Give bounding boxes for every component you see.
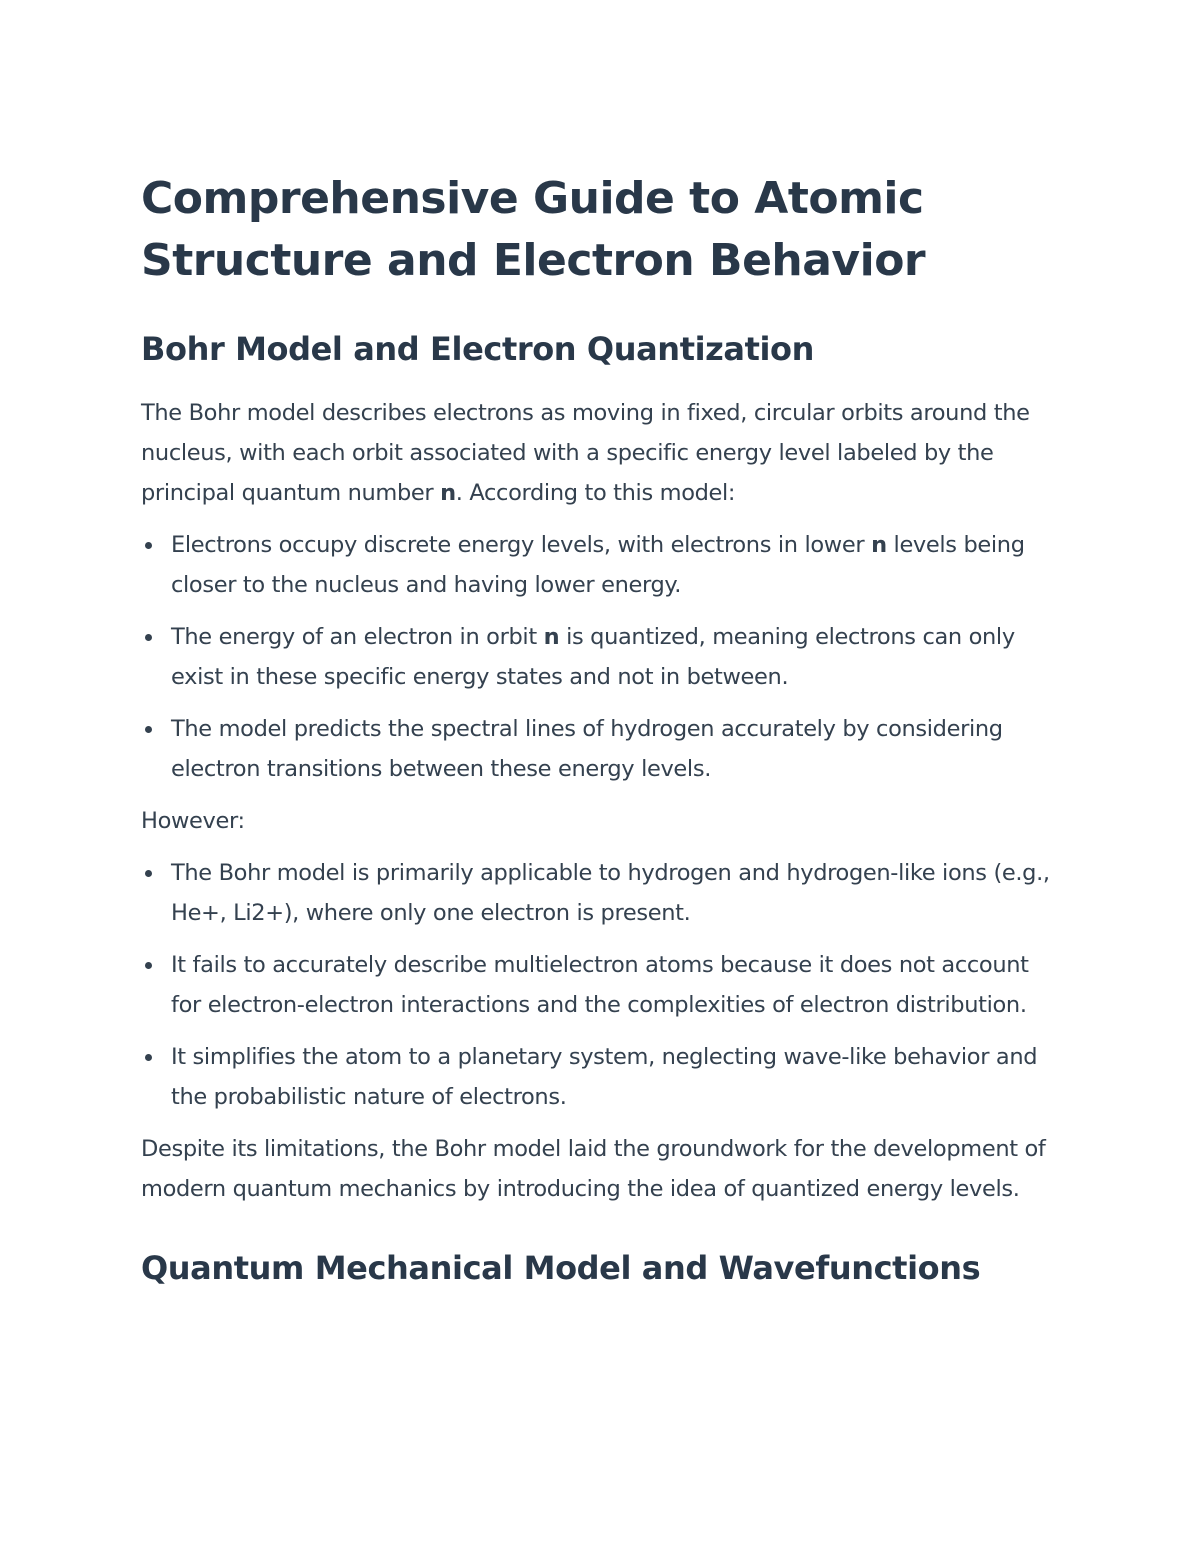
list-item bbox=[141, 945, 1061, 1025]
list-item-text: The energy of an electron in orbit bbox=[171, 624, 544, 650]
bohr-model-points-list bbox=[141, 525, 1061, 789]
list-item-text: is quantized, meaning electrons can only exist in these specific energy states and not in between. bbox=[171, 624, 1015, 690]
list-item-text: The model predicts the spectral lines of hydrogen accurately by considering electron transitions between these energy levels. bbox=[171, 716, 1003, 782]
bullet-icon bbox=[145, 634, 152, 641]
bohr-intro-paragraph bbox=[141, 393, 1061, 513]
however-paragraph: However: bbox=[141, 808, 245, 834]
bullet-icon bbox=[145, 962, 152, 969]
intro-text-after: . According to this model: bbox=[455, 480, 736, 506]
quantum-number-n: n bbox=[871, 532, 887, 558]
list-item bbox=[141, 709, 1061, 789]
list-item bbox=[141, 1037, 1061, 1117]
quantum-number-n: n bbox=[440, 480, 456, 506]
section-heading-bohr-model: Bohr Model and Electron Quantization bbox=[141, 330, 815, 368]
bullet-icon bbox=[145, 542, 152, 549]
conclusion-paragraph: Despite its limitations, the Bohr model laid the groundwork for the development of modern quantum mechanics by introducing the idea of quantized energy levels. bbox=[141, 1136, 1046, 1202]
list-item-text: The Bohr model is primarily applicable to hydrogen and hydrogen-like ions (e.g., He+, Li2+), where only one electron is present. bbox=[171, 860, 1050, 926]
section-heading-quantum-model: Quantum Mechanical Model and Wavefunctions bbox=[141, 1249, 981, 1287]
document-page bbox=[141, 168, 1061, 1289]
document-title: Comprehensive Guide to Atomic Structure and Electron Behavior bbox=[141, 173, 926, 286]
list-item bbox=[141, 617, 1061, 697]
bullet-icon bbox=[145, 726, 152, 733]
quantum-number-n: n bbox=[543, 624, 560, 650]
bullet-icon bbox=[145, 1054, 152, 1061]
bohr-limitations-list bbox=[141, 853, 1061, 1117]
list-item-text: levels being closer to the nucleus and having lower energy. bbox=[171, 532, 1025, 598]
list-item-text: Electrons occupy discrete energy levels, with electrons in lower bbox=[171, 532, 872, 558]
list-item bbox=[141, 525, 1061, 605]
bullet-icon bbox=[145, 870, 152, 877]
list-item bbox=[141, 853, 1061, 933]
list-item-text: It simplifies the atom to a planetary system, neglecting wave-like behavior and the probabilistic nature of electrons. bbox=[171, 1044, 1038, 1110]
intro-text-before: The Bohr model describes electrons as moving in fixed, circular orbits around the nucleus, with each orbit associated with a specific energy level labeled by the principal quantum number bbox=[141, 400, 1030, 506]
list-item-text: It fails to accurately describe multielectron atoms because it does not account for electron-electron interactions and the complexities of electron distribution. bbox=[171, 952, 1029, 1018]
